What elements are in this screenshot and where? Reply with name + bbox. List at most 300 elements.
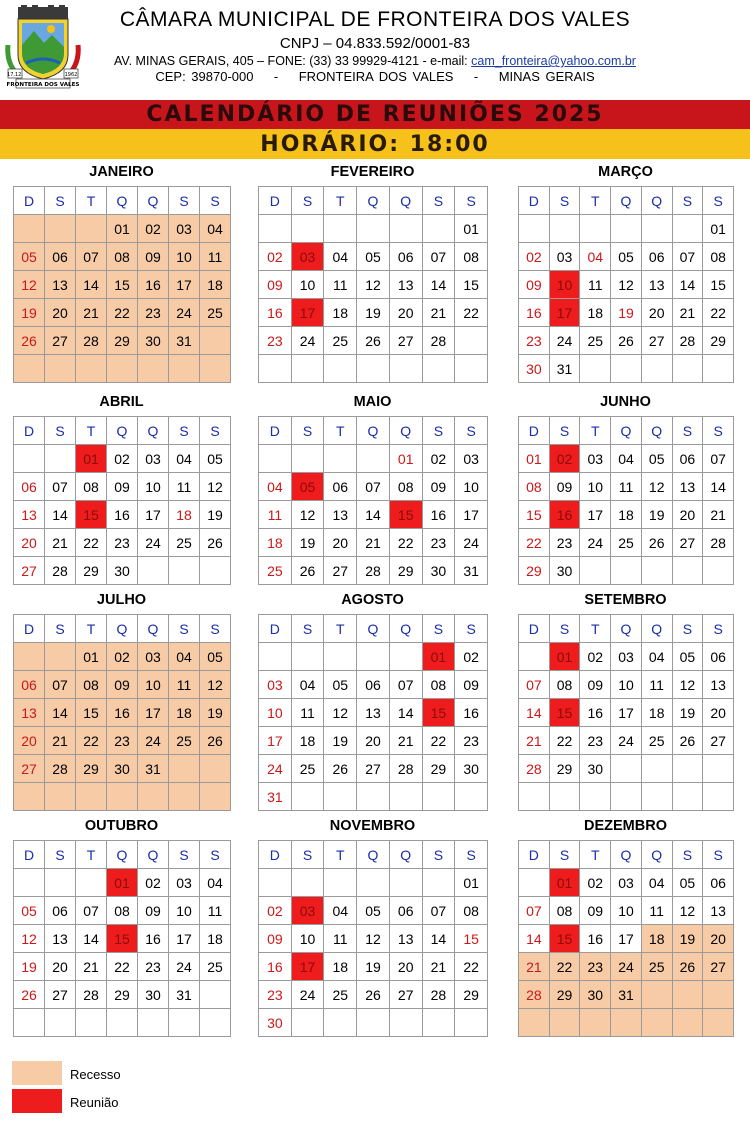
- day-cell: 03: [610, 868, 642, 897]
- empty-cell: [672, 354, 704, 383]
- weekday-header: S: [291, 186, 325, 215]
- day-cell: 06: [44, 242, 76, 271]
- day-cell: 19: [13, 298, 45, 327]
- cep-text: CEP: 39870-000: [155, 69, 254, 84]
- day-cell: 30: [549, 556, 581, 585]
- day-cell: 05: [199, 444, 231, 473]
- day-cell: 18: [168, 500, 200, 529]
- day-cell: 09: [106, 670, 138, 699]
- empty-cell: [13, 868, 45, 897]
- empty-cell: [323, 782, 357, 811]
- day-cell: 04: [323, 242, 357, 271]
- empty-cell: [518, 1008, 550, 1037]
- day-cell: 09: [258, 924, 292, 953]
- month-title: AGOSTO: [341, 592, 404, 608]
- meeting-day-cell: 17: [549, 298, 581, 327]
- day-cell: 27: [672, 528, 704, 557]
- day-cell: 10: [137, 670, 169, 699]
- day-cell: 08: [549, 670, 581, 699]
- empty-cell: [610, 354, 642, 383]
- day-cell: 21: [518, 726, 550, 755]
- empty-cell: [610, 782, 642, 811]
- day-cell: 09: [579, 896, 611, 925]
- legend-label-recess: Recesso: [70, 1067, 121, 1082]
- day-cell: 27: [702, 726, 734, 755]
- day-cell: 01: [75, 642, 107, 671]
- day-cell: 03: [168, 868, 200, 897]
- day-cell: 20: [672, 500, 704, 529]
- empty-cell: [199, 1008, 231, 1037]
- day-cell: 16: [258, 952, 292, 981]
- day-cell: 15: [454, 924, 488, 953]
- day-cell: 07: [702, 444, 734, 473]
- weekday-header: T: [579, 186, 611, 215]
- day-cell: 03: [258, 670, 292, 699]
- weekday-header: S: [702, 416, 734, 445]
- day-cell: 13: [356, 698, 390, 727]
- day-cell: 25: [199, 952, 231, 981]
- day-cell: 03: [549, 242, 581, 271]
- day-cell: 13: [13, 500, 45, 529]
- day-cell: 18: [323, 952, 357, 981]
- address-line: [0, 54, 750, 68]
- day-cell: 23: [454, 726, 488, 755]
- day-cell: 27: [389, 980, 423, 1009]
- day-cell: 07: [422, 896, 456, 925]
- empty-cell: [13, 1008, 45, 1037]
- weekday-header: S: [199, 614, 231, 643]
- empty-cell: [168, 354, 200, 383]
- weekday-header: S: [422, 416, 456, 445]
- empty-cell: [356, 214, 390, 243]
- weekday-header: T: [75, 614, 107, 643]
- day-cell: 11: [291, 698, 325, 727]
- day-cell: 12: [199, 670, 231, 699]
- empty-cell: [422, 1008, 456, 1037]
- day-cell: 02: [579, 642, 611, 671]
- day-cell: 04: [168, 444, 200, 473]
- day-cell: 06: [44, 896, 76, 925]
- day-cell: 27: [641, 326, 673, 355]
- svg-text:FRONTEIRA DOS VALES: FRONTEIRA DOS VALES: [6, 82, 80, 88]
- day-cell: 14: [672, 270, 704, 299]
- empty-cell: [389, 354, 423, 383]
- meeting-day-cell: 03: [291, 896, 325, 925]
- day-cell: 28: [44, 556, 76, 585]
- meeting-day-cell: 15: [549, 698, 581, 727]
- day-cell: 30: [258, 1008, 292, 1037]
- cnpj-line: CNPJ – 04.833.592/0001-83: [279, 35, 471, 52]
- day-cell: 02: [258, 896, 292, 925]
- day-cell: 14: [75, 924, 107, 953]
- day-cell: 04: [291, 670, 325, 699]
- day-cell: 31: [168, 980, 200, 1009]
- empty-cell: [13, 214, 45, 243]
- empty-cell: [323, 444, 357, 473]
- weekday-header: S: [44, 614, 76, 643]
- day-cell: 21: [422, 952, 456, 981]
- day-cell: 23: [518, 326, 550, 355]
- day-cell: 30: [454, 754, 488, 783]
- day-cell: 10: [579, 472, 611, 501]
- day-cell: 12: [13, 924, 45, 953]
- day-cell: 24: [258, 754, 292, 783]
- empty-cell: [106, 354, 138, 383]
- day-cell: 11: [641, 896, 673, 925]
- empty-cell: [356, 444, 390, 473]
- meeting-day-cell: 17: [291, 952, 325, 981]
- day-cell: 23: [579, 726, 611, 755]
- empty-cell: [258, 214, 292, 243]
- day-cell: 03: [168, 214, 200, 243]
- day-cell: 14: [702, 472, 734, 501]
- day-cell: 15: [75, 698, 107, 727]
- legend-label-meeting: Reunião: [70, 1095, 119, 1110]
- weekday-header: D: [13, 186, 45, 215]
- day-cell: 02: [106, 444, 138, 473]
- day-cell: 11: [323, 270, 357, 299]
- empty-cell: [199, 326, 231, 355]
- day-cell: 30: [137, 326, 169, 355]
- weekday-header: T: [323, 416, 357, 445]
- day-cell: 28: [75, 326, 107, 355]
- day-cell: 30: [137, 980, 169, 1009]
- legend-swatch-recess: [12, 1061, 62, 1085]
- day-cell: 26: [199, 726, 231, 755]
- weekday-header: S: [549, 614, 581, 643]
- day-cell: 25: [199, 298, 231, 327]
- day-cell: 19: [672, 924, 704, 953]
- day-cell: 06: [356, 670, 390, 699]
- weekday-header: T: [75, 416, 107, 445]
- empty-cell: [13, 642, 45, 671]
- day-cell: 01: [454, 868, 488, 897]
- weekday-header: S: [291, 416, 325, 445]
- day-cell: 08: [75, 472, 107, 501]
- weekday-header: S: [422, 840, 456, 869]
- day-cell: 06: [389, 242, 423, 271]
- weekday-header: Q: [106, 614, 138, 643]
- weekday-header: S: [454, 840, 488, 869]
- separator: -: [473, 69, 479, 84]
- meeting-day-cell: 15: [549, 924, 581, 953]
- day-cell: 03: [137, 642, 169, 671]
- weekday-header: S: [549, 416, 581, 445]
- weekday-header: S: [291, 614, 325, 643]
- empty-cell: [13, 354, 45, 383]
- empty-cell: [610, 556, 642, 585]
- weekday-header: S: [199, 840, 231, 869]
- empty-cell: [291, 782, 325, 811]
- meeting-day-cell: 01: [549, 868, 581, 897]
- day-cell: 07: [75, 896, 107, 925]
- empty-cell: [199, 782, 231, 811]
- empty-cell: [518, 642, 550, 671]
- day-cell: 04: [199, 868, 231, 897]
- meeting-day-cell: 03: [291, 242, 325, 271]
- day-cell: 09: [106, 472, 138, 501]
- weekday-header: D: [13, 416, 45, 445]
- day-cell: 22: [75, 726, 107, 755]
- day-cell: 29: [454, 980, 488, 1009]
- day-cell: 13: [44, 270, 76, 299]
- day-cell: 03: [610, 642, 642, 671]
- meeting-day-cell: 15: [106, 924, 138, 953]
- weekday-header: Q: [137, 186, 169, 215]
- weekday-header: S: [672, 614, 704, 643]
- state-text: MINAS GERAIS: [498, 69, 595, 84]
- day-cell: 09: [518, 270, 550, 299]
- day-cell: 18: [579, 298, 611, 327]
- legend-swatch-meeting: [12, 1089, 62, 1113]
- day-cell: 02: [579, 868, 611, 897]
- day-cell: 29: [549, 980, 581, 1009]
- empty-cell: [291, 868, 325, 897]
- weekday-header: T: [75, 186, 107, 215]
- day-cell: 05: [672, 868, 704, 897]
- day-cell: 30: [422, 556, 456, 585]
- day-cell: 06: [702, 642, 734, 671]
- meeting-day-cell: 05: [291, 472, 325, 501]
- empty-cell: [258, 444, 292, 473]
- day-cell: 22: [702, 298, 734, 327]
- day-cell: 24: [137, 726, 169, 755]
- empty-cell: [13, 782, 45, 811]
- day-cell: 22: [389, 528, 423, 557]
- empty-cell: [454, 782, 488, 811]
- day-cell: 18: [641, 924, 673, 953]
- empty-cell: [75, 214, 107, 243]
- empty-cell: [44, 782, 76, 811]
- empty-cell: [422, 354, 456, 383]
- day-cell: 28: [702, 528, 734, 557]
- day-cell: 31: [610, 980, 642, 1009]
- day-cell: 14: [422, 270, 456, 299]
- day-cell: 08: [454, 896, 488, 925]
- day-cell: 29: [389, 556, 423, 585]
- day-cell: 20: [389, 952, 423, 981]
- day-cell: 26: [672, 726, 704, 755]
- day-cell: 14: [518, 698, 550, 727]
- empty-cell: [702, 1008, 734, 1037]
- day-cell: 19: [323, 726, 357, 755]
- day-cell: 04: [258, 472, 292, 501]
- day-cell: 06: [323, 472, 357, 501]
- weekday-header: Q: [106, 186, 138, 215]
- day-cell: 11: [579, 270, 611, 299]
- day-cell: 14: [356, 500, 390, 529]
- day-cell: 13: [672, 472, 704, 501]
- day-cell: 31: [137, 754, 169, 783]
- day-cell: 12: [13, 270, 45, 299]
- day-cell: 24: [291, 326, 325, 355]
- weekday-header: Q: [389, 186, 423, 215]
- weekday-header: Q: [389, 416, 423, 445]
- day-cell: 19: [199, 698, 231, 727]
- empty-cell: [75, 1008, 107, 1037]
- empty-cell: [356, 354, 390, 383]
- empty-cell: [356, 782, 390, 811]
- weekday-header: Q: [137, 840, 169, 869]
- day-cell: 17: [454, 500, 488, 529]
- empty-cell: [75, 782, 107, 811]
- weekday-header: S: [291, 840, 325, 869]
- day-cell: 25: [323, 326, 357, 355]
- day-cell: 23: [137, 298, 169, 327]
- day-cell: 20: [702, 924, 734, 953]
- day-cell: 04: [610, 444, 642, 473]
- separator: -: [273, 69, 279, 84]
- day-cell: 02: [106, 642, 138, 671]
- day-cell: 22: [549, 726, 581, 755]
- day-cell: 04: [579, 242, 611, 271]
- empty-cell: [44, 354, 76, 383]
- month-title: MAIO: [353, 394, 392, 410]
- day-cell: 08: [106, 242, 138, 271]
- day-cell: 13: [702, 896, 734, 925]
- day-cell: 05: [199, 642, 231, 671]
- day-cell: 08: [518, 472, 550, 501]
- weekday-header: S: [549, 840, 581, 869]
- day-cell: 27: [13, 754, 45, 783]
- letterhead: [0, 0, 750, 98]
- day-cell: 17: [610, 924, 642, 953]
- day-cell: 01: [454, 214, 488, 243]
- weekday-header: Q: [610, 416, 642, 445]
- day-cell: 01: [518, 444, 550, 473]
- day-cell: 26: [13, 980, 45, 1009]
- empty-cell: [13, 444, 45, 473]
- empty-cell: [291, 444, 325, 473]
- meeting-day-cell: 01: [75, 444, 107, 473]
- weekday-header: S: [422, 614, 456, 643]
- weekday-header: Q: [641, 416, 673, 445]
- day-cell: 24: [610, 726, 642, 755]
- weekday-header: T: [323, 186, 357, 215]
- weekday-header: S: [702, 186, 734, 215]
- day-cell: 10: [610, 670, 642, 699]
- day-cell: 03: [454, 444, 488, 473]
- empty-cell: [137, 1008, 169, 1037]
- empty-cell: [579, 556, 611, 585]
- day-cell: 04: [199, 214, 231, 243]
- empty-cell: [702, 782, 734, 811]
- day-cell: 26: [641, 528, 673, 557]
- weekday-header: D: [258, 614, 292, 643]
- day-cell: 21: [422, 298, 456, 327]
- svg-text:17.12.: 17.12.: [7, 72, 23, 78]
- day-cell: 15: [518, 500, 550, 529]
- weekday-header: Q: [356, 186, 390, 215]
- day-cell: 07: [422, 242, 456, 271]
- weekday-header: Q: [610, 614, 642, 643]
- calendar-title-band: CALENDÁRIO DE REUNIÕES 2025: [0, 100, 750, 129]
- meeting-day-cell: 01: [549, 642, 581, 671]
- month-title: JANEIRO: [89, 164, 154, 180]
- day-cell: 16: [422, 500, 456, 529]
- day-cell: 20: [44, 298, 76, 327]
- weekday-header: T: [323, 840, 357, 869]
- empty-cell: [356, 868, 390, 897]
- empty-cell: [454, 354, 488, 383]
- weekday-header: S: [454, 416, 488, 445]
- day-cell: 09: [549, 472, 581, 501]
- day-cell: 18: [610, 500, 642, 529]
- weekday-header: T: [579, 614, 611, 643]
- day-cell: 19: [356, 952, 390, 981]
- day-cell: 23: [422, 528, 456, 557]
- day-cell: 11: [168, 472, 200, 501]
- day-cell: 16: [518, 298, 550, 327]
- empty-cell: [454, 326, 488, 355]
- day-cell: 03: [579, 444, 611, 473]
- day-cell: 16: [106, 698, 138, 727]
- weekday-header: D: [258, 186, 292, 215]
- empty-cell: [702, 556, 734, 585]
- weekday-header: S: [44, 416, 76, 445]
- day-cell: 20: [13, 528, 45, 557]
- day-cell: 04: [641, 642, 673, 671]
- empty-cell: [579, 782, 611, 811]
- day-cell: 06: [13, 472, 45, 501]
- day-cell: 25: [168, 528, 200, 557]
- day-cell: 29: [106, 326, 138, 355]
- day-cell: 05: [641, 444, 673, 473]
- day-cell: 12: [291, 500, 325, 529]
- empty-cell: [44, 642, 76, 671]
- day-cell: 08: [422, 670, 456, 699]
- day-cell: 25: [579, 326, 611, 355]
- day-cell: 07: [44, 472, 76, 501]
- day-cell: 23: [106, 528, 138, 557]
- day-cell: 22: [106, 298, 138, 327]
- weekday-header: S: [454, 614, 488, 643]
- empty-cell: [549, 214, 581, 243]
- day-cell: 05: [610, 242, 642, 271]
- day-cell: 11: [168, 670, 200, 699]
- day-cell: 25: [258, 556, 292, 585]
- day-cell: 11: [199, 242, 231, 271]
- day-cell: 24: [168, 952, 200, 981]
- empty-cell: [199, 754, 231, 783]
- empty-cell: [199, 556, 231, 585]
- weekday-header: D: [258, 416, 292, 445]
- day-cell: 17: [137, 500, 169, 529]
- day-cell: 12: [199, 472, 231, 501]
- day-cell: 28: [422, 980, 456, 1009]
- day-cell: 08: [389, 472, 423, 501]
- empty-cell: [389, 782, 423, 811]
- empty-cell: [199, 354, 231, 383]
- email-link[interactable]: cam_fronteira@yahoo.com.br: [471, 54, 636, 68]
- meeting-day-cell: 10: [549, 270, 581, 299]
- month-title: FEVEREIRO: [330, 164, 415, 180]
- day-cell: 21: [44, 726, 76, 755]
- day-cell: 26: [323, 754, 357, 783]
- weekday-header: S: [199, 416, 231, 445]
- day-cell: 28: [518, 754, 550, 783]
- empty-cell: [641, 556, 673, 585]
- empty-cell: [518, 214, 550, 243]
- empty-cell: [199, 980, 231, 1009]
- day-cell: 19: [672, 698, 704, 727]
- empty-cell: [702, 980, 734, 1009]
- day-cell: 20: [44, 952, 76, 981]
- day-cell: 29: [549, 754, 581, 783]
- day-cell: 14: [44, 698, 76, 727]
- day-cell: 23: [258, 326, 292, 355]
- day-cell: 01: [106, 214, 138, 243]
